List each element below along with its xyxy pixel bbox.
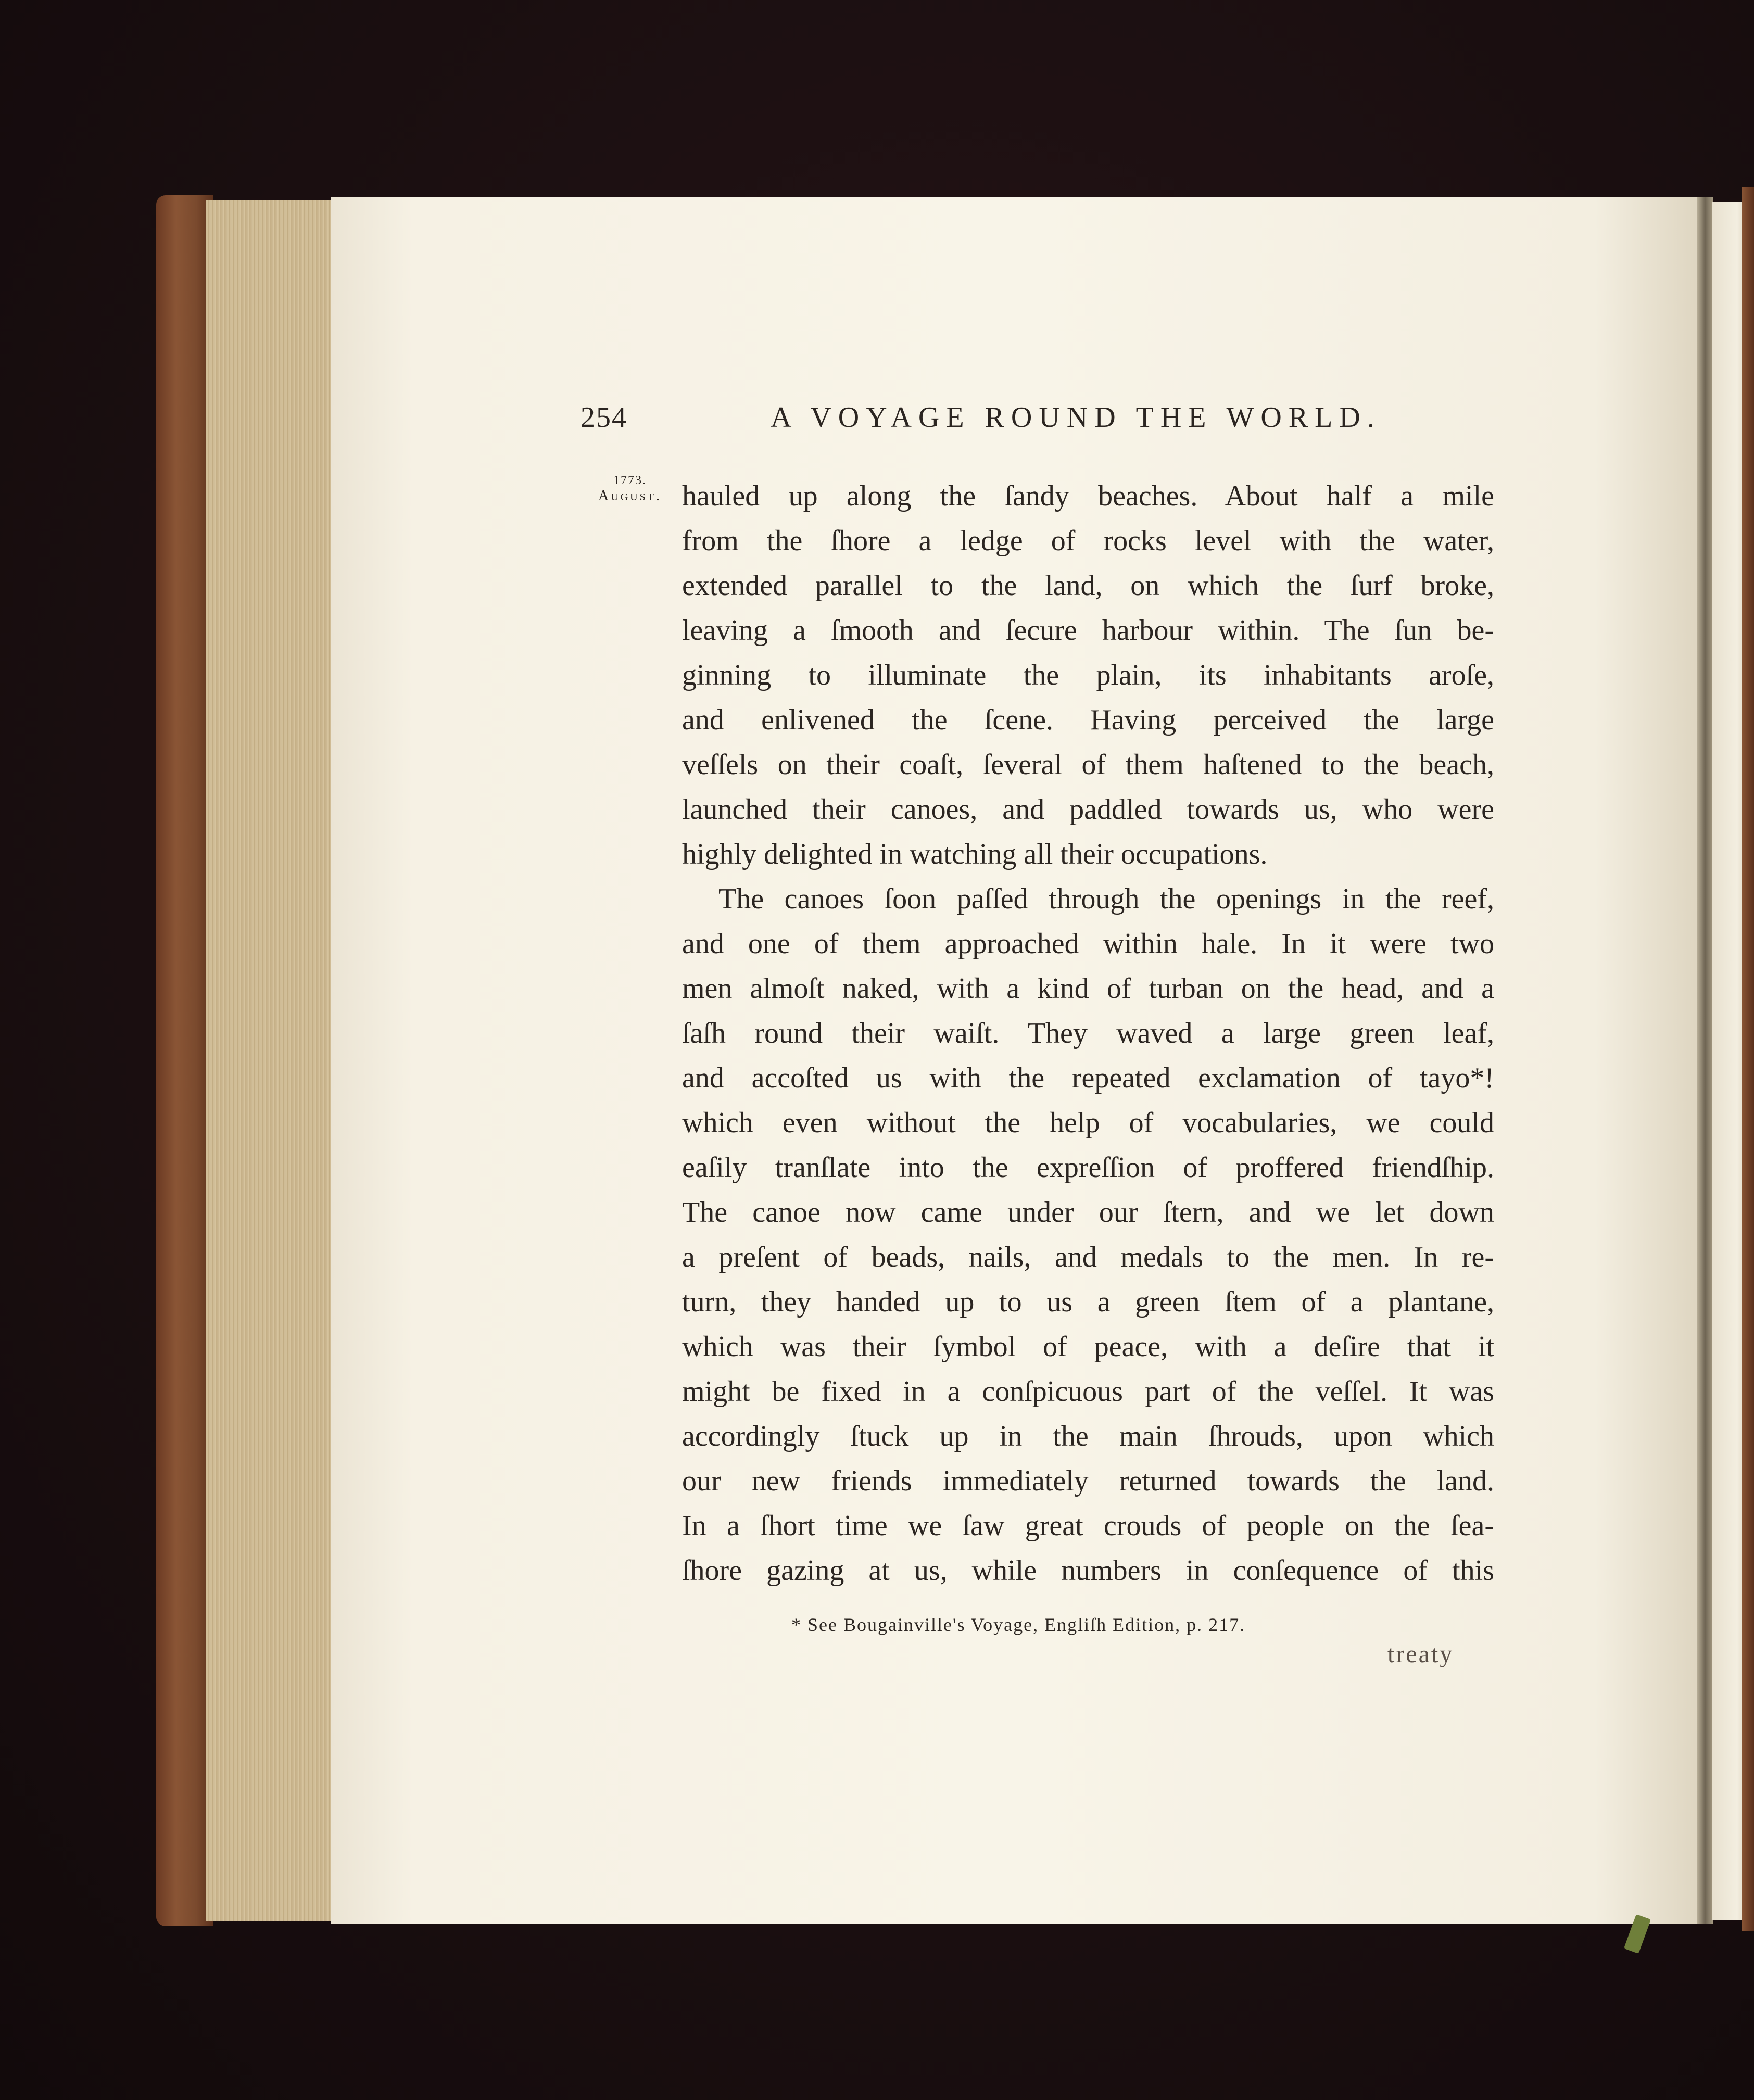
text-line: turn, they handed up to us a green ſtem of a plantane, <box>682 1286 1494 1318</box>
text-line: a preſent of beads, nails, and medals to the men. In re- <box>682 1241 1494 1273</box>
book-gutter <box>1697 197 1713 1924</box>
body-text <box>682 474 1494 1593</box>
text-line-indented: The canoes ſoon paſſed through the openings in the reef, <box>718 883 1494 915</box>
text-line: which even without the help of vocabularies, we could <box>682 1107 1494 1139</box>
text-line: and enlivened the ſcene. Having perceived the large <box>682 704 1494 736</box>
page-header <box>581 401 1473 442</box>
margin-date-note <box>586 473 674 504</box>
text-line: highly delighted in watching all their occupations. <box>682 838 1268 870</box>
margin-month: August. <box>598 488 662 504</box>
text-line: and accoſted us with the repeated exclamation of tayo*! <box>682 1062 1494 1094</box>
text-line: The canoe now came under our ſtern, and we let down <box>682 1196 1494 1229</box>
text-line: accordingly ſtuck up in the main ſhrouds, upon which <box>682 1420 1494 1452</box>
text-line: extended parallel to the land, on which the ſurf broke, <box>682 570 1494 602</box>
text-line: eaſily tranſlate into the expreſſion of proffered friendſhip. <box>682 1152 1494 1184</box>
book-cover-right <box>1742 187 1754 1931</box>
text-line: ſaſh round their waiſt. They waved a large green leaf, <box>682 1017 1494 1049</box>
book-cover-left <box>156 195 213 1926</box>
catchword: treaty <box>1387 1640 1454 1668</box>
text-line: hauled up along the ſandy beaches. About half a mile <box>682 480 1494 512</box>
margin-year: 1773. <box>613 474 647 487</box>
text-line: and one of them approached within hale. In it were two <box>682 928 1494 960</box>
text-line: In a ſhort time we ſaw great crouds of people on the ſea- <box>682 1510 1494 1542</box>
text-line: ginning to illuminate the plain, its inhabitants aroſe, <box>682 659 1494 691</box>
footnote: * See Bougainville's Voyage, Engliſh Edition, p. 217. <box>791 1614 1246 1635</box>
text-line: our new friends immediately returned towards the land. <box>682 1465 1494 1497</box>
text-line: which was their ſymbol of peace, with a deſire that it <box>682 1331 1494 1363</box>
text-line: veſſels on their coaſt, ſeveral of them haſtened to the beach, <box>682 749 1494 781</box>
text-line: might be fixed in a conſpicuous part of the veſſel. It was <box>682 1375 1494 1408</box>
running-title: A VOYAGE ROUND THE WORLD. <box>771 401 1381 434</box>
text-line: leaving a ſmooth and ſecure harbour within. The ſun be- <box>682 614 1494 647</box>
text-line: ſhore gazing at us, while numbers in conſequence of this <box>682 1554 1494 1587</box>
page-edges <box>206 200 333 1921</box>
page-number: 254 <box>581 401 627 434</box>
text-line: launched their canoes, and paddled towards us, who were <box>682 793 1494 826</box>
text-line: from the ſhore a ledge of rocks level with the water, <box>682 525 1494 557</box>
text-line: men almoſt naked, with a kind of turban on the head, and a <box>682 972 1494 1005</box>
